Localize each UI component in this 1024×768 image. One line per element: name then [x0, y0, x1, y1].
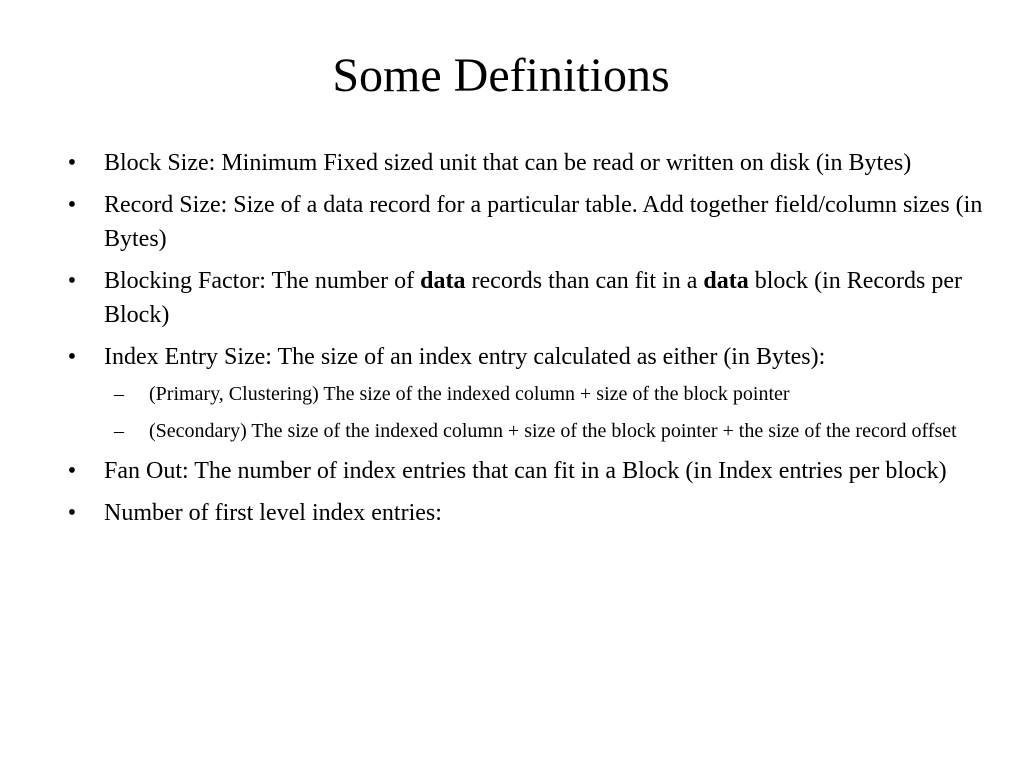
- list-item-index-entry-size: [62, 340, 992, 446]
- bullet-icon: •: [67, 500, 77, 526]
- list-item-first-level-entries: [62, 496, 992, 530]
- item-text-bold: data: [703, 268, 749, 294]
- item-text: Index Entry Size: The size of an index entry calculated as either (in Bytes):: [104, 344, 826, 370]
- item-text: Fan Out: The number of index entries that can fit in a Block (in Index entries per block): [104, 458, 947, 484]
- item-text-part: records than can fit in a: [465, 268, 704, 294]
- slide-title: Some Definitions: [332, 49, 670, 102]
- definitions-list: [62, 146, 992, 538]
- bullet-icon: •: [67, 150, 77, 176]
- item-text-bold: data: [420, 268, 466, 294]
- item-text-part: block (in Records per Block): [104, 268, 963, 328]
- index-entry-sublist: [104, 380, 992, 446]
- list-item-blocking-factor: [62, 264, 992, 332]
- item-text: Block Size: Minimum Fixed sized unit that can be read or written on disk (in Bytes): [104, 150, 912, 176]
- bullet-icon: •: [67, 344, 77, 370]
- dash-icon: –: [114, 420, 124, 442]
- bullet-icon: •: [67, 458, 77, 484]
- list-item-block-size: [62, 146, 992, 180]
- item-text: Record Size: Size of a data record for a particular table. Add together field/column sizes (in Bytes): [104, 192, 983, 252]
- item-text-part: Blocking Factor: The number of: [104, 268, 421, 294]
- sublist-item-primary: [104, 380, 992, 409]
- dash-icon: –: [114, 383, 124, 405]
- bullet-icon: •: [67, 192, 77, 218]
- item-text: Number of first level index entries:: [104, 500, 442, 526]
- list-item-record-size: [62, 188, 992, 256]
- subitem-text: (Primary, Clustering) The size of the indexed column + size of the block pointer: [149, 383, 790, 405]
- subitem-text: (Secondary) The size of the indexed column + size of the block pointer + the size of the record offset: [149, 420, 957, 442]
- item-text: [104, 268, 962, 328]
- list-item-fan-out: [62, 454, 992, 488]
- bullet-icon: •: [67, 268, 77, 294]
- sublist-item-secondary: [104, 417, 992, 446]
